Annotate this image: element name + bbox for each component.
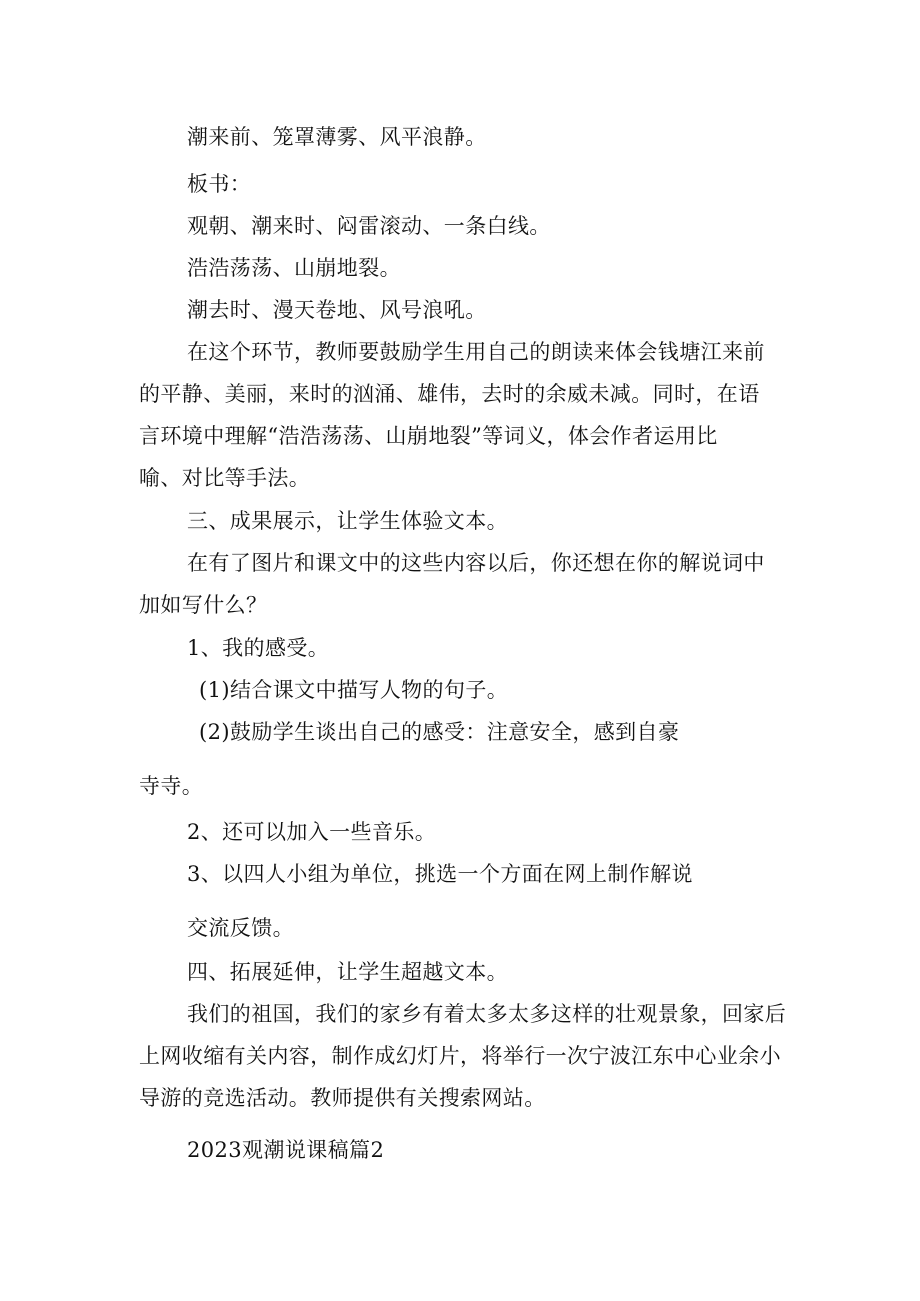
text-line: 交流反馈。 — [187, 916, 294, 940]
list-item: 3、以四人小组为单位，挑选一个方面在网上制作解说 — [187, 862, 693, 886]
paragraph-line: 的平静、美丽，来时的汹涌、雄伟，去时的余威未减。同时，在语 — [139, 382, 760, 406]
paragraph-line: 言环境中理解“浩浩荡荡、山崩地裂”等词义，体会作者运用比 — [139, 424, 718, 448]
paragraph-line: 在这个环节，教师要鼓励学生用自己的朗读来体会钱塘江来前 — [187, 340, 765, 364]
paragraph-line: 上网收缩有关内容，制作成幻灯片，将举行一次宁波江东中心业余小 — [139, 1044, 781, 1068]
text-line: 潮去时、漫天卷地、风号浪吼。 — [187, 298, 487, 322]
list-item: (2)鼓励学生谈出自己的感受：注意安全，感到自豪 — [199, 720, 680, 744]
list-item: (1)结合课文中描写人物的句子。 — [199, 678, 509, 702]
paragraph-line: 在有了图片和课文中的这些内容以后，你还想在你的解说词中 — [187, 551, 765, 575]
paragraph-line: 喻、对比等手法。 — [139, 466, 311, 490]
paragraph-line: 导游的竞选活动。教师提供有关搜索网站。 — [139, 1086, 546, 1110]
text-line: 板书： — [187, 172, 252, 196]
section-heading: 四、拓展延伸，让学生超越文本。 — [187, 960, 508, 984]
section-title: 2023观潮说课稿篇2 — [187, 1138, 385, 1162]
list-item: 1、我的感受。 — [187, 636, 330, 660]
text-line: 浩浩荡荡、山崩地裂。 — [187, 256, 401, 280]
text-line: 观朝、潮来时、闷雷滚动、一条白线。 — [187, 214, 551, 238]
list-item: 2、还可以加入一些音乐。 — [187, 820, 437, 844]
text-line: 寺寺。 — [139, 774, 204, 798]
paragraph-line: 加如写什么？ — [139, 593, 268, 617]
paragraph-line: 我们的祖国，我们的家乡有着太多太多这样的壮观景象，回家后 — [187, 1002, 787, 1026]
section-heading: 三、成果展示，让学生体验文本。 — [187, 509, 508, 533]
text-line: 潮来前、笼罩薄雾、风平浪静。 — [187, 125, 487, 149]
